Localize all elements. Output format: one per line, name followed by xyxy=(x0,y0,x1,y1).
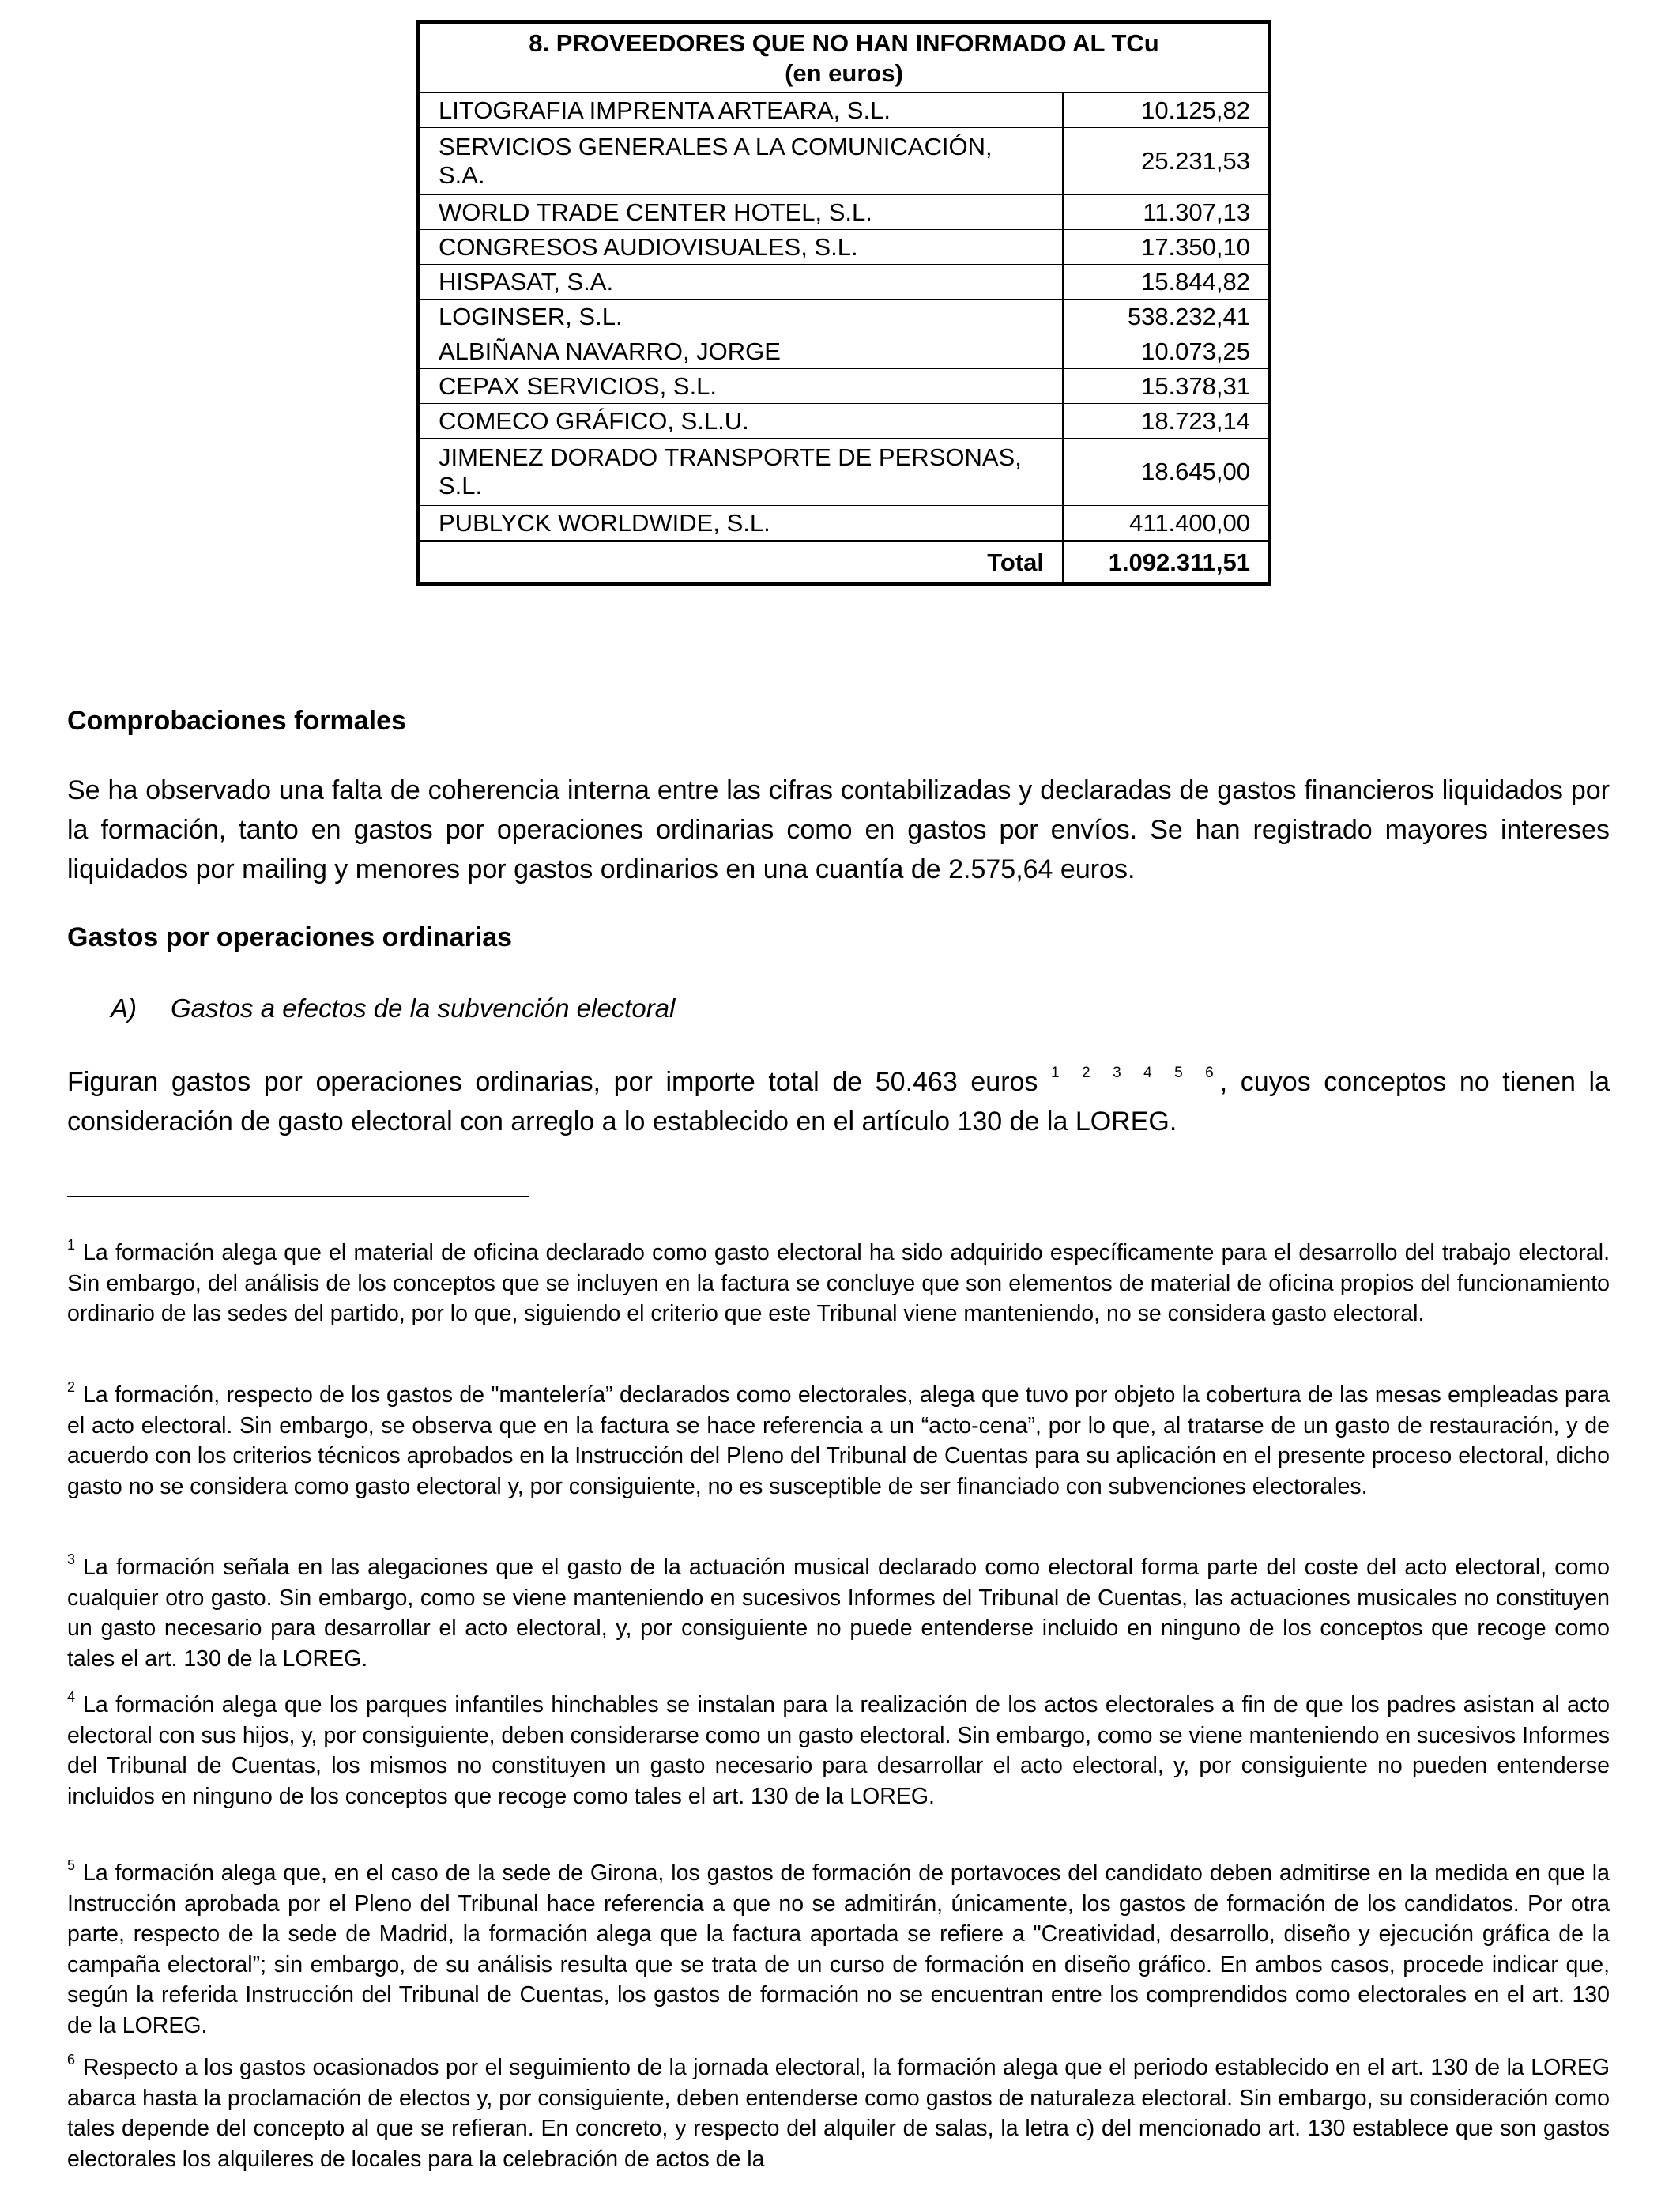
table-row xyxy=(419,506,1270,541)
total-label: Total xyxy=(419,541,1064,585)
footnote-number: 1 xyxy=(67,1237,76,1253)
provider-name: LITOGRAFIA IMPRENTA ARTEARA, S.L. xyxy=(419,93,1064,128)
footnote-text: La formación alega que el material de oficina declarado como gasto electoral ha sido adquirido específicamente para el desarrollo del trabajo electoral. Sin embargo, del análisis de los conceptos que se incluyen en la factura se concluye que son elementos de material de oficina propios del funcionamiento ordinario de las sedes del partido, por lo que, siguiendo el criterio que este Tribunal viene manteniendo, no se considera gasto electoral. xyxy=(67,1240,1610,1326)
footnote-text: La formación alega que, en el caso de la sede de Girona, los gastos de formación de portavoces del candidato deben admitirse en la medida en que la Instrucción aprobada por el Pleno del Tribunal hace referencia a que no se admitirán, únicamente, los gastos de formación de los candidatos. Por otra parte, respecto de la sede de Madrid, la formación alega que la factura aportada se refiere a "Creatividad, desarrollo, diseño y ejecución gráfica de la campaña electoral”; sin embargo, de su análisis resulta que se trata de un curso de formación en diseño gráfico. En ambos casos, procede indicar que, según la referida Instrucción del Tribunal de Cuentas, los gastos de formación no se encuentran entre los comprendidos como electorales en el art. 130 de la LOREG. xyxy=(67,1860,1610,2038)
provider-amount: 15.378,31 xyxy=(1063,369,1270,404)
table-row xyxy=(419,230,1270,265)
footnote-references: 1 2 3 4 5 6 xyxy=(1051,1065,1220,1081)
footnote-number: 6 xyxy=(67,2052,76,2068)
paragraph-gastos-before: Figuran gastos por operaciones ordinarias, por importe total de 50.463 euros xyxy=(67,1067,1052,1097)
footnote-1 xyxy=(67,1230,1610,1329)
footnote-2 xyxy=(67,1372,1610,1502)
table-title xyxy=(419,22,1270,93)
provider-name: CONGRESOS AUDIOVISUALES, S.L. xyxy=(419,230,1064,265)
table-title-line2: (en euros) xyxy=(785,59,903,87)
provider-amount: 411.400,00 xyxy=(1063,506,1270,541)
provider-name: JIMENEZ DORADO TRANSPORTE DE PERSONAS, S.L. xyxy=(419,439,1064,506)
providers-table xyxy=(416,20,1271,586)
section-heading-gastos: Gastos por operaciones ordinarias xyxy=(67,922,513,952)
provider-amount: 10.073,25 xyxy=(1063,334,1270,369)
footnote-number: 5 xyxy=(67,1857,76,1873)
provider-name: WORLD TRADE CENTER HOTEL, S.L. xyxy=(419,195,1064,230)
table-row xyxy=(419,439,1270,506)
provider-name: LOGINSER, S.L. xyxy=(419,300,1064,334)
provider-amount: 15.844,82 xyxy=(1063,265,1270,300)
provider-amount: 18.645,00 xyxy=(1063,439,1270,506)
paragraph-gastos xyxy=(67,1054,1610,1141)
table-row xyxy=(419,128,1270,195)
provider-name: ALBIÑANA NAVARRO, JORGE xyxy=(419,334,1064,369)
provider-amount: 18.723,14 xyxy=(1063,404,1270,439)
footnote-text: La formación, respecto de los gastos de "mantelería” declarados como electorales, alega que tuvo por objeto la cobertura de las mesas empleadas para el acto electoral. Sin embargo, se observa que en la factura se hace referencia a un “acto-cena”, por lo que, al tratarse de un gasto de restauración, y de acuerdo con los criterios técnicos aprobados en la Instrucción del Pleno del Tribunal de Cuentas para su aplicación en el presente proceso electoral, dicho gasto no se considera como gasto electoral y, por consiguiente, no es susceptible de ser financiado con subvenciones electorales. xyxy=(67,1382,1610,1499)
subsection-letter: A) xyxy=(111,993,137,1023)
table-row xyxy=(419,300,1270,334)
provider-amount: 538.232,41 xyxy=(1063,300,1270,334)
table-title-line1: 8. PROVEEDORES QUE NO HAN INFORMADO AL TCu xyxy=(529,29,1159,57)
subsection-text: Gastos a efectos de la subvención electoral xyxy=(171,993,676,1023)
footnote-number: 3 xyxy=(67,1551,76,1567)
provider-amount: 17.350,10 xyxy=(1063,230,1270,265)
paragraph-comprobaciones: Se ha observado una falta de coherencia interna entre las cifras contabilizadas y declaradas de gastos financieros liquidados por la formación, tanto en gastos por operaciones ordinarias como en gastos por envíos. Se han registrado mayores intereses liquidados por mailing y menores por gastos ordinarios en una cuantía de 2.575,64 euros. xyxy=(67,775,1610,884)
table-row xyxy=(419,334,1270,369)
footnote-4 xyxy=(67,1682,1610,1811)
footnote-separator xyxy=(67,1196,529,1197)
table-row xyxy=(419,265,1270,300)
footnote-text: Respecto a los gastos ocasionados por el seguimiento de la jornada electoral, la formación alega que el periodo establecido en el art. 130 de la LOREG abarca hasta la proclamación de electos y, por consiguiente, deben entenderse como gastos de naturaleza electoral. Sin embargo, su consideración como tales depende del concepto al que se refieran. En concreto, y respecto del alquiler de salas, la letra c) del mencionado art. 130 establece que son gastos electorales los alquileres de locales para la celebración de actos de la xyxy=(67,2055,1610,2172)
table-total-row xyxy=(419,541,1270,585)
footnote-6 xyxy=(67,2045,1610,2174)
provider-name: HISPASAT, S.A. xyxy=(419,265,1064,300)
table-row xyxy=(419,404,1270,439)
provider-name: SERVICIOS GENERALES A LA COMUNICACIÓN, S.A. xyxy=(419,128,1064,195)
provider-amount: 11.307,13 xyxy=(1063,195,1270,230)
section-heading-comprobaciones: Comprobaciones formales xyxy=(67,706,406,736)
provider-name: COMECO GRÁFICO, S.L.U. xyxy=(419,404,1064,439)
footnote-5 xyxy=(67,1850,1610,2041)
footnote-number: 2 xyxy=(67,1379,76,1395)
footnote-3 xyxy=(67,1544,1610,1674)
table-header-row xyxy=(419,22,1270,93)
provider-name: CEPAX SERVICIOS, S.L. xyxy=(419,369,1064,404)
footnote-text: La formación señala en las alegaciones que el gasto de la actuación musical declarado como electoral forma parte del coste del acto electoral, como cualquier otro gasto. Sin embargo, como se viene manteniendo en sucesivos Informes del Tribunal de Cuentas, las actuaciones musicales no constituyen un gasto necesario para desarrollar el acto electoral, y, por consiguiente no puede entenderse incluido en ninguno de los conceptos que recoge como tales el art. 130 de la LOREG. xyxy=(67,1555,1610,1672)
footnote-text: La formación alega que los parques infantiles hinchables se instalan para la realización de los actos electorales a fin de que los padres asistan al acto electoral con sus hijos, y, por consiguiente, deben considerarse como un gasto electoral. Sin embargo, como se viene manteniendo en sucesivos Informes del Tribunal de Cuentas, los mismos no constituyen un gasto necesario para desarrollar el acto electoral, y, por consiguiente no pueden entenderse incluidos en ninguno de los conceptos que recoge como tales el art. 130 de la LOREG. xyxy=(67,1692,1610,1809)
provider-name: PUBLYCK WORLDWIDE, S.L. xyxy=(419,506,1064,541)
subsection-title xyxy=(111,993,675,1023)
total-amount: 1.092.311,51 xyxy=(1063,541,1270,585)
provider-amount: 25.231,53 xyxy=(1063,128,1270,195)
table-row xyxy=(419,93,1270,128)
table-row xyxy=(419,195,1270,230)
paragraph-gastos-after: , cuyos conceptos no tienen la consideración de gasto electoral con arreglo a lo establecido en el artículo 130 de la LOREG. xyxy=(67,1067,1610,1137)
footnote-number: 4 xyxy=(67,1689,76,1705)
provider-amount: 10.125,82 xyxy=(1063,93,1270,128)
table-row xyxy=(419,369,1270,404)
